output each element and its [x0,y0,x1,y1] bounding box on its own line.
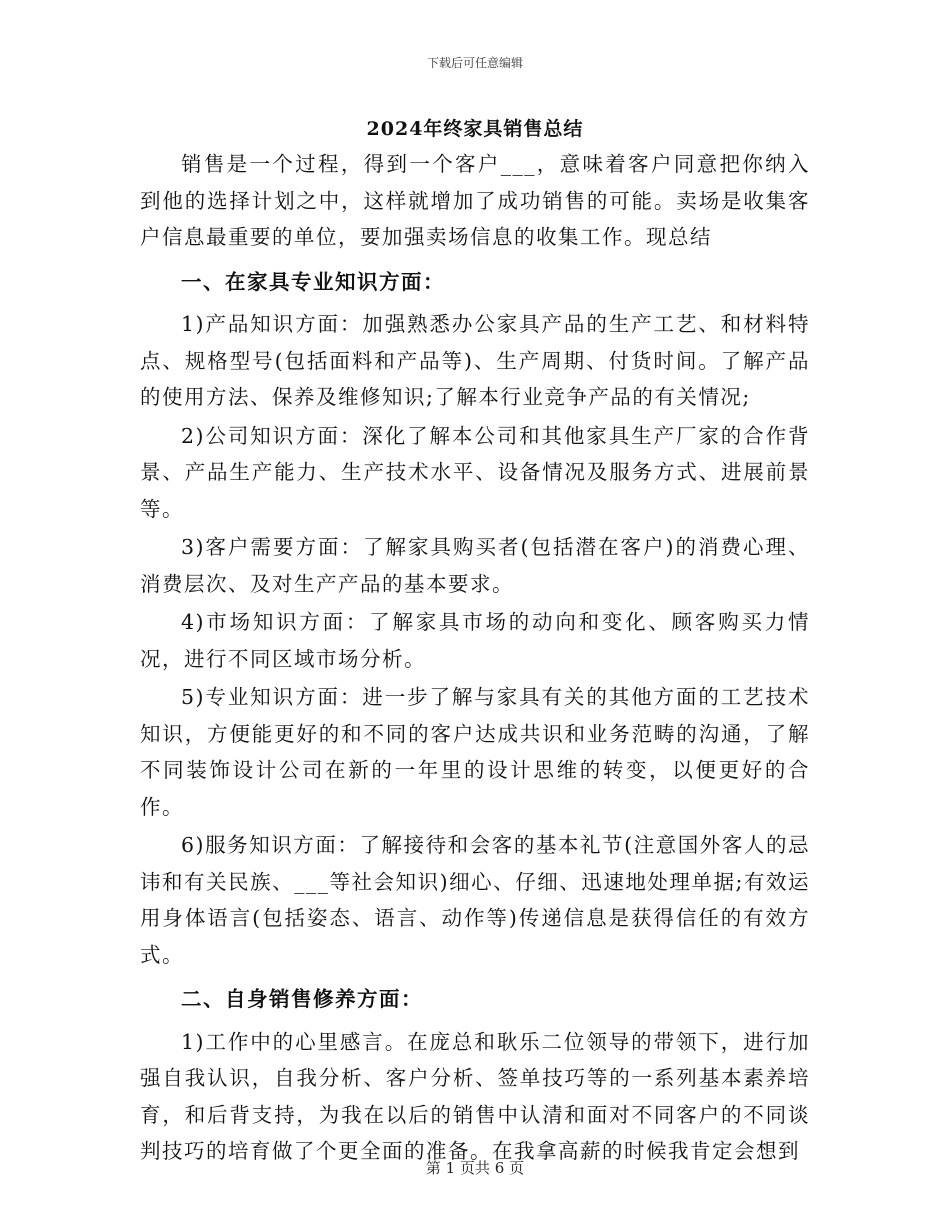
section1-item: 6)服务知识方面：了解接待和会客的基本礼节(注意国外客人的忌讳和有关民族、___等社会知识)细心、仔细、迅速地处理单据;有效运用身体语言(包括姿态、语言、动作等)传递信息是获得信任的有效方式。 [140,833,810,967]
section2-heading: 二、自身销售修养方面： [181,987,423,1011]
section1-heading: 一、在家具专业知识方面： [181,269,445,294]
section1-item: 1)产品知识方面：加强熟悉办公家具产品的生产工艺、和材料特点、规格型号(包括面料和产品等)、生产周期、付货时间。了解产品的使用方法、保养及维修知识;了解本行业竞争产品的有关情况; [140,312,810,409]
section1-item: 4)市场知识方面：了解家具市场的动向和变化、顾客购买力情况，进行不同区域市场分析。 [140,610,810,671]
document-title: 2024年终家具销售总结 [366,118,584,140]
section1-item: 5)专业知识方面：进一步了解与家具有关的其他方面的工艺技术知识，方便能更好的和不同的客户达成共识和业务范畴的沟通，了解不同装饰设计公司在新的一年里的设计思维的转变，以便更好的合作。 [140,685,810,819]
document-body [140,146,810,1170]
intro-paragraph: 销售是一个过程，得到一个客户___，意味着客户同意把你纳入到他的选择计划之中，这样就增加了成功销售的可能。卖场是收集客户信息最重要的单位，要加强卖场信息的收集工作。现总结 [140,152,810,249]
section2-item: 1)工作中的心里感言。在庞总和耿乐二位领导的带领下，进行加强自我认识，自我分析、客户分析、签单技巧等的一系列基本素养培育，和后背支持，为我在以后的销售中认清和面对不同客户的不同谈判技巧的培育做了个更全面的准备。在我拿高薪的时候我肯定会想到 [140,1029,810,1163]
section1-item: 2)公司知识方面：深化了解本公司和其他家具生产厂家的合作背景、产品生产能力、生产技术水平、设备情况及服务方式、进展前景等。 [140,423,810,521]
section1-item: 3)客户需要方面：了解家具购买者(包括潜在客户)的消费心理、消费层次、及对生产产品的基本要求。 [140,535,810,596]
page-footer: 第 1 页共 6 页 [425,1159,525,1177]
header-note: 下载后可任意编辑 [426,56,523,70]
